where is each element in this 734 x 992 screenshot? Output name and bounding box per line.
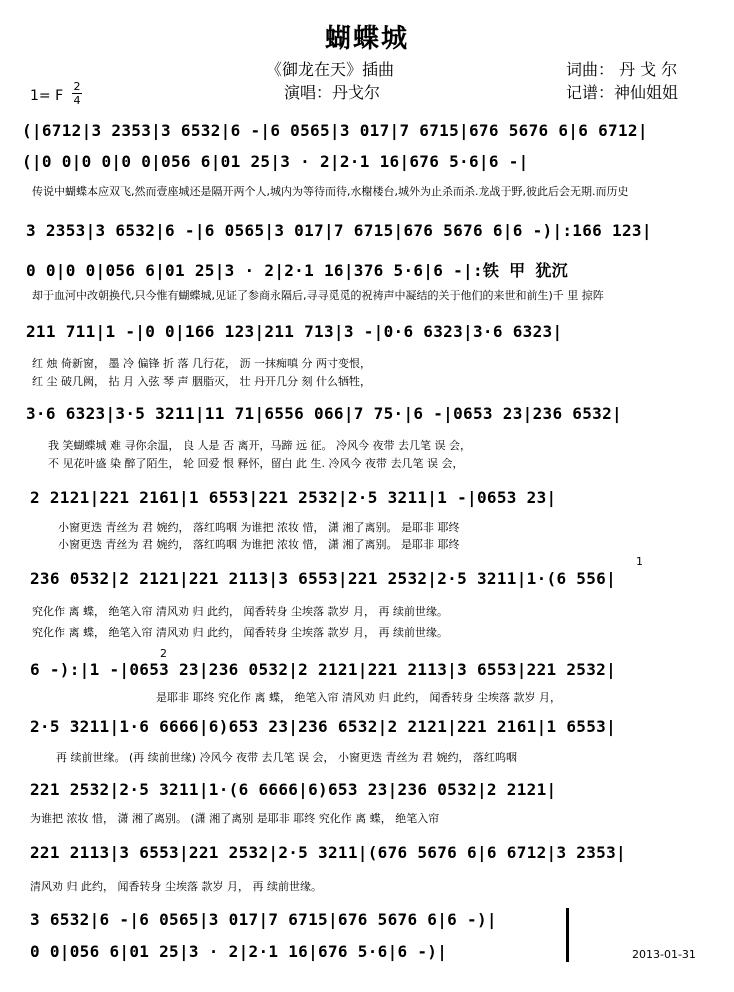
lyricist-credit: 词曲： 丹 戈 尔 bbox=[566, 60, 678, 79]
system-6-lyrics-verse2: 究化作 离 蝶， 绝笔入帘 清风劝 归 此约， 闻香转身 尘埃落 款岁 月， 再 续前世缘。 bbox=[32, 626, 448, 639]
volta-2-marker: 2 bbox=[160, 647, 167, 660]
system-4-melody: 3·6 6323|3·5 3211|11 71|6556 066|7 75·|6 -|0653 23|236 6532| bbox=[26, 404, 622, 423]
system-8-lyrics: 再 续前世缘。 (再 续前世缘) 冷风今 夜带 去几笔 误 会， 小窗更迭 青丝为 君 婉约， 落红呜咽 bbox=[56, 751, 518, 764]
singer-credit: 演唱：丹戈尔 bbox=[284, 83, 381, 102]
system-1-accompaniment: (|0 0|0 0|0 0|056 6|01 25|3 · 2|2·1 16|676 5·6|6 -| bbox=[22, 152, 529, 171]
song-title: 蝴蝶城 bbox=[324, 24, 409, 54]
system-4-lyrics-verse2: 不 见花叶盛 染 醉了陌生， 轮 回爱 恨 释怀，留白 此 生. 冷风今 夜带 去几笔 误 会， bbox=[48, 457, 464, 470]
system-10-melody: 221 2113|3 6553|221 2532|2·5 3211|(676 5676 6|6 6712|3 2353| bbox=[30, 843, 626, 862]
system-2-accompaniment: 0 0|0 0|056 6|01 25|3 · 2|2·1 16|376 5·6|6 -|:铁 甲 犹沉 bbox=[26, 261, 568, 280]
system-10-lyrics: 清风劝 归 此约， 闻香转身 尘埃落 款岁 月， 再 续前世缘。 bbox=[30, 880, 322, 893]
system-6-melody: 236 0532|2 2121|221 2113|3 6553|221 2532|2·5 3211|1·(6 556| bbox=[30, 569, 617, 588]
system-5-lyrics-verse1: 小窗更迭 青丝为 君 婉约， 落红呜咽 为谁把 浓妆 惜， 潇 湘了离别。 是耶非 耶终 bbox=[58, 521, 460, 534]
system-7-melody: 6 -):|1 -|0653 23|236 0532|2 2121|221 2113|3 6553|221 2532| bbox=[30, 660, 617, 679]
system-7-lyrics: 是耶非 耶终 究化作 离 蝶， 绝笔入帘 清风劝 归 此约， 闻香转身 尘埃落 款岁 月， bbox=[156, 691, 561, 704]
volta-1-marker: 1 bbox=[636, 555, 643, 568]
time-signature bbox=[72, 81, 82, 106]
system-5-lyrics-verse2: 小窗更迭 青丝为 君 婉约， 落红呜咽 为谁把 浓妆 惜， 潇 湘了离别。 是耶非 耶终 bbox=[58, 538, 460, 551]
system-9-melody: 221 2532|2·5 3211|1·(6 6666|6)653 23|236 0532|2 2121| bbox=[30, 780, 557, 799]
system-2-lyrics: 却于血河中改朝换代,只今惟有蝴蝶城,见证了参商永隔后,寻寻觅觅的祝祷声中凝结的关于他们的来世和前生)千 里 掠阵 bbox=[32, 289, 604, 302]
system-1-melody: (|6712|3 2353|3 6532|6 -|6 0565|3 017|7 6715|676 5676 6|6 6712| bbox=[22, 121, 648, 140]
final-barline bbox=[566, 908, 569, 962]
song-subtitle: 《御龙在天》插曲 bbox=[266, 60, 395, 79]
time-signature-top: 2 bbox=[73, 80, 81, 93]
system-6-lyrics-verse1: 究化作 离 蝶， 绝笔入帘 清风劝 归 此约， 闻香转身 尘埃落 款岁 月， 再 续前世缘。 bbox=[32, 605, 448, 618]
time-signature-bottom: 4 bbox=[73, 94, 81, 107]
system-2-melody: 3 2353|3 6532|6 -|6 0565|3 017|7 6715|676 5676 6|6 -)|:166 123| bbox=[26, 221, 652, 240]
transcriber-credit: 记谱：神仙姐姐 bbox=[566, 83, 679, 102]
transcription-date: 2013-01-31 bbox=[632, 948, 696, 961]
system-11-accompaniment: 0 0|056 6|01 25|3 · 2|2·1 16|676 5·6|6 -)| bbox=[30, 942, 448, 961]
system-5-melody: 2 2121|221 2161|1 6553|221 2532|2·5 3211|1 -|0653 23| bbox=[30, 488, 557, 507]
system-1-lyrics: 传说中蝴蝶本应双飞,然而壹座城还是隔开两个人,城内为等待而待,水榭楼台,城外为止杀而杀.龙战于野,彼此后会无期.而历史 bbox=[32, 185, 629, 198]
system-3-lyrics-verse2: 红 尘 破几阙， 拈 月 入弦 琴 声 胭脂灭， 壮 丹开几分 刻 什么牺牲， bbox=[32, 375, 371, 388]
system-3-lyrics-verse1: 红 烛 倚新窗， 墨 冷 偏锋 折 落 几行花， 沥 一抹痴嗔 分 两寸变恨， bbox=[32, 357, 371, 370]
system-9-lyrics: 为谁把 浓妆 惜， 潇 湘了离别。 (潇 湘了离别 是耶非 耶终 究化作 离 蝶， 绝笔入帘 bbox=[30, 812, 440, 825]
key-signature: 1= F bbox=[30, 88, 64, 104]
system-11-melody: 3 6532|6 -|6 0565|3 017|7 6715|676 5676 6|6 -)| bbox=[30, 910, 497, 929]
system-3-melody: 211 711|1 -|0 0|166 123|211 713|3 -|0·6 6323|3·6 6323| bbox=[26, 322, 563, 341]
system-8-melody: 2·5 3211|1·6 6666|6)653 23|236 6532|2 2121|221 2161|1 6553| bbox=[30, 717, 617, 736]
system-4-lyrics-verse1: 我 笑蝴蝶城 难 寻你余温， 良 人是 否 离开，马蹄 远 征。 冷风今 夜带 去几笔 误 会， bbox=[48, 439, 471, 452]
